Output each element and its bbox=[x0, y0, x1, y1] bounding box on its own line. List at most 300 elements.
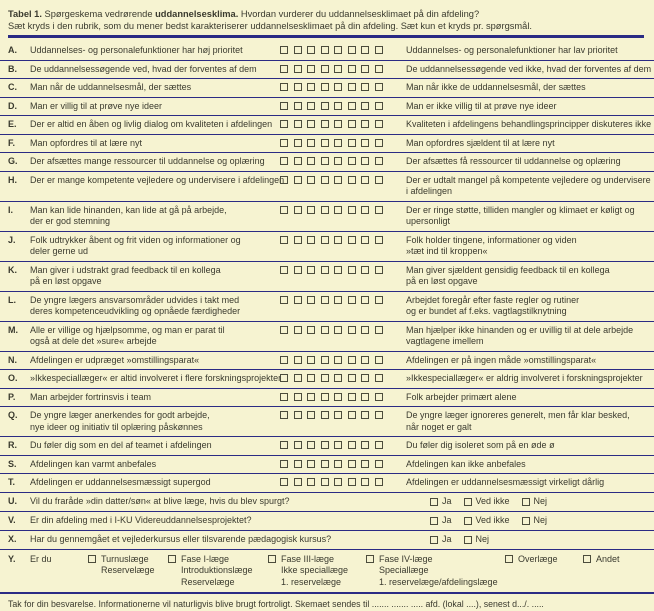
right-statement-line: Man når ikke de uddannelsesmål, der sættes bbox=[406, 82, 586, 92]
rating-checkbox-A-8[interactable] bbox=[375, 46, 383, 54]
question-letter: V. bbox=[8, 514, 16, 525]
rating-checkbox-I-2[interactable] bbox=[294, 206, 302, 214]
rating-checkbox-D-3[interactable] bbox=[307, 102, 315, 110]
left-statement bbox=[30, 265, 280, 288]
rating-checkbox-O-2[interactable] bbox=[294, 374, 302, 382]
rating-checkbox-E-1[interactable] bbox=[280, 120, 288, 128]
rating-checkbox-C-6[interactable] bbox=[348, 83, 356, 91]
rating-checkbox-S-7[interactable] bbox=[361, 460, 369, 468]
rating-checkbox-group bbox=[280, 325, 398, 334]
question-letter: H. bbox=[8, 174, 17, 185]
choice-checkbox-V-ja[interactable] bbox=[430, 517, 438, 525]
rating-checkbox-T-6[interactable] bbox=[348, 478, 356, 486]
rating-checkbox-T-1[interactable] bbox=[280, 478, 288, 486]
rating-checkbox-S-4[interactable] bbox=[321, 460, 329, 468]
rating-checkbox-E-7[interactable] bbox=[361, 120, 369, 128]
rating-checkbox-S-1[interactable] bbox=[280, 460, 288, 468]
right-statement-line: når noget er galt bbox=[406, 421, 472, 432]
rating-checkbox-I-5[interactable] bbox=[334, 206, 342, 214]
rating-checkbox-A-3[interactable] bbox=[307, 46, 315, 54]
rating-checkbox-D-1[interactable] bbox=[280, 102, 288, 110]
right-statement bbox=[398, 265, 646, 288]
left-statement bbox=[30, 477, 280, 489]
rating-checkbox-J-2[interactable] bbox=[294, 236, 302, 244]
right-statement bbox=[398, 119, 652, 131]
rating-checkbox-B-4[interactable] bbox=[321, 65, 329, 73]
choice-options bbox=[430, 534, 646, 546]
table-header bbox=[0, 6, 654, 42]
rating-checkbox-C-1[interactable] bbox=[280, 83, 288, 91]
question-row-K bbox=[0, 262, 654, 292]
rating-checkbox-Q-1[interactable] bbox=[280, 411, 288, 419]
right-statement-line: Afdelingen er på ingen måde »omstillingsparat« bbox=[406, 354, 597, 365]
rating-checkbox-H-5[interactable] bbox=[334, 176, 342, 184]
rating-checkbox-L-6[interactable] bbox=[348, 296, 356, 304]
rating-checkbox-I-4[interactable] bbox=[321, 206, 329, 214]
rating-checkbox-R-1[interactable] bbox=[280, 441, 288, 449]
left-statement-line: Du føler dig som en del af teamet i afdelingen bbox=[30, 440, 212, 450]
choice-checkbox-V-nej[interactable] bbox=[522, 517, 530, 525]
rating-checkbox-R-4[interactable] bbox=[321, 441, 329, 449]
rating-checkbox-F-5[interactable] bbox=[334, 139, 342, 147]
rating-checkbox-L-1[interactable] bbox=[280, 296, 288, 304]
left-statement-line: Man kan lide hinanden, kan lide at gå på arbejde, bbox=[30, 204, 227, 215]
rating-checkbox-I-1[interactable] bbox=[280, 206, 288, 214]
left-statement bbox=[30, 174, 285, 187]
rating-checkbox-N-1[interactable] bbox=[280, 356, 288, 364]
choice-checkbox-U-ja[interactable] bbox=[430, 498, 438, 506]
left-statement-line: Afdelingen kan varmt anbefales bbox=[30, 458, 157, 469]
choice-checkbox-U-nej[interactable] bbox=[522, 498, 530, 506]
left-statement-line: også at dele det »sure« arbejde bbox=[30, 336, 157, 346]
rating-checkbox-O-8[interactable] bbox=[375, 374, 383, 382]
rating-checkbox-E-3[interactable] bbox=[307, 120, 315, 128]
rating-checkbox-I-8[interactable] bbox=[375, 206, 383, 214]
question-row-P bbox=[0, 389, 654, 408]
rating-checkbox-Q-3[interactable] bbox=[307, 411, 315, 419]
rating-checkbox-I-3[interactable] bbox=[307, 206, 315, 214]
rating-checkbox-O-5[interactable] bbox=[334, 374, 342, 382]
rating-checkbox-M-3[interactable] bbox=[307, 326, 315, 334]
question-row-C bbox=[0, 79, 654, 98]
rating-checkbox-M-7[interactable] bbox=[361, 326, 369, 334]
question-row-B bbox=[0, 61, 654, 80]
role-option-first-overl-ge bbox=[505, 554, 583, 566]
rating-checkbox-T-5[interactable] bbox=[334, 478, 342, 486]
role-option-fase-iv-l-ge bbox=[366, 554, 505, 589]
rating-checkbox-Q-4[interactable] bbox=[321, 411, 329, 419]
right-statement bbox=[398, 392, 646, 404]
left-statement bbox=[30, 45, 280, 57]
rating-checkbox-H-4[interactable] bbox=[321, 176, 329, 184]
rating-checkbox-F-8[interactable] bbox=[375, 139, 383, 147]
rating-checkbox-N-7[interactable] bbox=[361, 356, 369, 364]
title-part1: Spørgeskema vedrørende bbox=[41, 9, 156, 19]
rating-checkbox-Q-8[interactable] bbox=[375, 411, 383, 419]
rating-checkbox-group bbox=[280, 64, 398, 73]
rating-checkbox-group bbox=[280, 101, 398, 110]
rating-checkbox-R-6[interactable] bbox=[348, 441, 356, 449]
rating-checkbox-H-7[interactable] bbox=[361, 176, 369, 184]
left-statement-line: nye ideer og initiativ til oplæring påskønnes bbox=[30, 421, 203, 432]
choice-option-X-ja bbox=[430, 534, 452, 546]
question-letter: U. bbox=[8, 495, 17, 506]
rating-checkbox-E-2[interactable] bbox=[294, 120, 302, 128]
rating-checkbox-T-7[interactable] bbox=[361, 478, 369, 486]
rating-checkbox-C-7[interactable] bbox=[361, 83, 369, 91]
rating-checkbox-group bbox=[280, 175, 398, 184]
rating-checkbox-E-5[interactable] bbox=[334, 120, 342, 128]
role-option-first-fase-iv-l-ge bbox=[366, 554, 505, 566]
rating-checkbox-Q-2[interactable] bbox=[294, 411, 302, 419]
rating-checkbox-N-8[interactable] bbox=[375, 356, 383, 364]
left-statement bbox=[30, 392, 280, 404]
rating-checkbox-E-4[interactable] bbox=[321, 120, 329, 128]
right-statement-line: Folk arbejder primært alene bbox=[406, 391, 517, 402]
rating-checkbox-B-3[interactable] bbox=[307, 65, 315, 73]
role-option-overl-ge bbox=[505, 554, 583, 566]
rating-checkbox-T-8[interactable] bbox=[375, 478, 383, 486]
left-statement-line: »Ikkespeciallæger« er altid involveret i flere forskningsprojekter bbox=[30, 373, 282, 383]
right-statement-line: på en løst opgave bbox=[406, 276, 478, 286]
rating-checkbox-F-7[interactable] bbox=[361, 139, 369, 147]
rating-checkbox-group bbox=[280, 119, 398, 128]
rating-checkbox-C-5[interactable] bbox=[334, 83, 342, 91]
rating-checkbox-D-6[interactable] bbox=[348, 102, 356, 110]
rating-checkbox-R-2[interactable] bbox=[294, 441, 302, 449]
question-letter: L. bbox=[8, 294, 16, 305]
right-statement-line: De uddannelsessøgende ved ikke, hvad der forventes af dem bbox=[406, 63, 652, 74]
choice-option-U-ja bbox=[430, 496, 452, 508]
right-statement-line: Der er ringe støtte, tilliden mangler og klimaet er køligt og bbox=[406, 204, 635, 215]
rating-checkbox-P-6[interactable] bbox=[348, 393, 356, 401]
question-letter: T. bbox=[8, 477, 16, 487]
rating-checkbox-D-8[interactable] bbox=[375, 102, 383, 110]
rating-checkbox-O-3[interactable] bbox=[307, 374, 315, 382]
rating-checkbox-B-7[interactable] bbox=[361, 65, 369, 73]
left-statement-line: Man når de uddannelsesmål, der sættes bbox=[30, 82, 192, 92]
rating-checkbox-B-1[interactable] bbox=[280, 65, 288, 73]
left-statement bbox=[30, 64, 280, 76]
question-letter: P. bbox=[8, 391, 16, 402]
question-row-I bbox=[0, 202, 654, 232]
rating-checkbox-A-5[interactable] bbox=[334, 46, 342, 54]
role-option-fase-iii-l-ge bbox=[268, 554, 366, 589]
rating-checkbox-R-3[interactable] bbox=[307, 441, 315, 449]
question-row-H bbox=[0, 172, 654, 202]
right-statement bbox=[398, 82, 646, 94]
rating-checkbox-J-7[interactable] bbox=[361, 236, 369, 244]
rating-checkbox-K-1[interactable] bbox=[280, 266, 288, 274]
rating-checkbox-group bbox=[280, 295, 398, 304]
left-statement-line: der er god stemning bbox=[30, 216, 111, 226]
rating-checkbox-H-8[interactable] bbox=[375, 176, 383, 184]
left-statement-line: Alle er villige og hjælpsomme, og man er parat til bbox=[30, 324, 225, 335]
right-statement bbox=[398, 459, 646, 471]
rating-checkbox-A-4[interactable] bbox=[321, 46, 329, 54]
question-row-L bbox=[0, 292, 654, 322]
role-sublabel-fase-iii-l-ge: 1. reservelæge bbox=[281, 576, 342, 587]
rating-checkbox-G-5[interactable] bbox=[334, 157, 342, 165]
rating-checkbox-A-6[interactable] bbox=[348, 46, 356, 54]
rating-checkbox-I-7[interactable] bbox=[361, 206, 369, 214]
rating-checkbox-group bbox=[280, 373, 398, 382]
left-statement bbox=[30, 355, 280, 367]
question-text: Har du gennemgået et vejlederkursus eller tilsvarende pædagogisk kursus? bbox=[30, 533, 332, 544]
rating-checkbox-D-7[interactable] bbox=[361, 102, 369, 110]
right-statement-line: Man opfordres sjældent til at lære nyt bbox=[406, 137, 555, 148]
rating-checkbox-K-7[interactable] bbox=[361, 266, 369, 274]
right-statement-line: vagtlagene imellem bbox=[406, 336, 484, 346]
rating-checkbox-group bbox=[280, 45, 398, 54]
rating-checkbox-B-5[interactable] bbox=[334, 65, 342, 73]
right-statement bbox=[398, 174, 651, 198]
rating-checkbox-P-5[interactable] bbox=[334, 393, 342, 401]
rating-checkbox-S-3[interactable] bbox=[307, 460, 315, 468]
table-label: Tabel 1. bbox=[8, 9, 42, 19]
rating-checkbox-N-6[interactable] bbox=[348, 356, 356, 364]
rating-checkbox-H-2[interactable] bbox=[294, 176, 302, 184]
rating-checkbox-T-3[interactable] bbox=[307, 478, 315, 486]
role-option-first-andet bbox=[583, 554, 633, 566]
question-letter: C. bbox=[8, 82, 17, 92]
rating-checkbox-Q-5[interactable] bbox=[334, 411, 342, 419]
rating-checkbox-F-1[interactable] bbox=[280, 139, 288, 147]
rating-checkbox-G-7[interactable] bbox=[361, 157, 369, 165]
role-label-andet: Andet bbox=[596, 553, 620, 564]
role-option-fase-i-l-ge bbox=[168, 554, 268, 589]
rating-checkbox-C-8[interactable] bbox=[375, 83, 383, 91]
rating-checkbox-E-8[interactable] bbox=[375, 120, 383, 128]
role-checkbox-turnusl-ge[interactable] bbox=[88, 555, 96, 563]
rating-checkbox-group bbox=[280, 235, 398, 244]
rating-checkbox-J-4[interactable] bbox=[321, 236, 329, 244]
role-checkbox-fase-iv-l-ge[interactable] bbox=[366, 555, 374, 563]
question-row-N bbox=[0, 352, 654, 371]
rating-checkbox-group bbox=[280, 440, 398, 449]
rating-checkbox-H-3[interactable] bbox=[307, 176, 315, 184]
left-statement-line: De yngre læger anerkendes for godt arbejde, bbox=[30, 410, 210, 420]
rating-checkbox-C-4[interactable] bbox=[321, 83, 329, 91]
rating-checkbox-A-2[interactable] bbox=[294, 46, 302, 54]
title-emphasis: uddannelsesklima. bbox=[155, 9, 239, 19]
rating-checkbox-Q-6[interactable] bbox=[348, 411, 356, 419]
rating-checkbox-L-4[interactable] bbox=[321, 296, 329, 304]
role-checkbox-overl-ge[interactable] bbox=[505, 555, 513, 563]
choice-checkbox-V-ved-ikke[interactable] bbox=[464, 517, 472, 525]
rating-checkbox-O-7[interactable] bbox=[361, 374, 369, 382]
rating-checkbox-group bbox=[280, 138, 398, 147]
choice-label-V-ja: Ja bbox=[442, 515, 452, 525]
left-statement-line: på en løst opgave bbox=[30, 276, 102, 286]
choice-option-U-nej bbox=[522, 496, 548, 508]
question-letter: K. bbox=[8, 264, 17, 275]
rating-checkbox-K-2[interactable] bbox=[294, 266, 302, 274]
rating-checkbox-N-2[interactable] bbox=[294, 356, 302, 364]
left-statement bbox=[30, 295, 280, 318]
rating-checkbox-H-1[interactable] bbox=[280, 176, 288, 184]
right-statement-line: Man hjælper ikke hinanden og er uvillig til at dele arbejde bbox=[406, 324, 634, 335]
rating-checkbox-Q-7[interactable] bbox=[361, 411, 369, 419]
question-row-X bbox=[0, 531, 654, 550]
rating-checkbox-P-7[interactable] bbox=[361, 393, 369, 401]
rating-checkbox-J-3[interactable] bbox=[307, 236, 315, 244]
rating-checkbox-K-8[interactable] bbox=[375, 266, 383, 274]
question-row-D bbox=[0, 98, 654, 117]
rating-checkbox-B-2[interactable] bbox=[294, 65, 302, 73]
rating-checkbox-J-1[interactable] bbox=[280, 236, 288, 244]
rating-checkbox-J-6[interactable] bbox=[348, 236, 356, 244]
rating-checkbox-N-3[interactable] bbox=[307, 356, 315, 364]
rating-checkbox-J-8[interactable] bbox=[375, 236, 383, 244]
rating-checkbox-A-7[interactable] bbox=[361, 46, 369, 54]
choice-checkbox-X-nej[interactable] bbox=[464, 536, 472, 544]
rating-checkbox-H-6[interactable] bbox=[348, 176, 356, 184]
rating-checkbox-D-2[interactable] bbox=[294, 102, 302, 110]
question-letter: X. bbox=[8, 533, 17, 544]
rating-checkbox-D-4[interactable] bbox=[321, 102, 329, 110]
rating-checkbox-G-6[interactable] bbox=[348, 157, 356, 165]
choice-question-rows bbox=[0, 493, 654, 550]
rating-checkbox-P-4[interactable] bbox=[321, 393, 329, 401]
rating-checkbox-B-6[interactable] bbox=[348, 65, 356, 73]
rating-checkbox-F-6[interactable] bbox=[348, 139, 356, 147]
right-statement bbox=[398, 325, 646, 348]
rating-checkbox-E-6[interactable] bbox=[348, 120, 356, 128]
rating-checkbox-S-8[interactable] bbox=[375, 460, 383, 468]
rating-checkbox-F-4[interactable] bbox=[321, 139, 329, 147]
rating-checkbox-O-6[interactable] bbox=[348, 374, 356, 382]
right-statement-line: »tæt ind til kroppen« bbox=[406, 246, 488, 256]
role-label-fase-iii-l-ge: Fase III-læge bbox=[281, 553, 335, 564]
role-checkbox-andet[interactable] bbox=[583, 555, 591, 563]
question-letter: M. bbox=[8, 324, 18, 335]
left-statement-line: Der afsættes mange ressourcer til uddannelse og oplæring bbox=[30, 156, 265, 166]
table-title bbox=[8, 8, 644, 20]
right-statement-line: Du føler dig isoleret som på en øde ø bbox=[406, 440, 555, 450]
rating-checkbox-K-5[interactable] bbox=[334, 266, 342, 274]
rating-checkbox-G-8[interactable] bbox=[375, 157, 383, 165]
rating-checkbox-M-4[interactable] bbox=[321, 326, 329, 334]
rating-checkbox-group bbox=[280, 156, 398, 165]
left-statement bbox=[30, 205, 280, 228]
rating-checkbox-S-2[interactable] bbox=[294, 460, 302, 468]
rating-checkbox-L-7[interactable] bbox=[361, 296, 369, 304]
rating-checkbox-P-2[interactable] bbox=[294, 393, 302, 401]
rating-checkbox-I-6[interactable] bbox=[348, 206, 356, 214]
role-checkbox-fase-i-l-ge[interactable] bbox=[168, 555, 176, 563]
rating-checkbox-K-6[interactable] bbox=[348, 266, 356, 274]
right-statement bbox=[398, 355, 646, 367]
rating-checkbox-R-7[interactable] bbox=[361, 441, 369, 449]
role-label-turnusl-ge: Turnuslæge bbox=[101, 553, 149, 564]
question-row-Y bbox=[0, 550, 654, 595]
rating-checkbox-T-2[interactable] bbox=[294, 478, 302, 486]
role-option-andet bbox=[583, 554, 633, 566]
question-row-R bbox=[0, 437, 654, 456]
left-statement bbox=[30, 235, 280, 258]
rating-checkbox-F-2[interactable] bbox=[294, 139, 302, 147]
left-statement bbox=[30, 119, 280, 131]
rating-checkbox-F-3[interactable] bbox=[307, 139, 315, 147]
rating-checkbox-L-8[interactable] bbox=[375, 296, 383, 304]
question-text: Vil du fraråde »din datter/søn« at blive læge, hvis du blev spurgt? bbox=[30, 495, 290, 506]
rating-checkbox-T-4[interactable] bbox=[321, 478, 329, 486]
rating-checkbox-C-3[interactable] bbox=[307, 83, 315, 91]
rating-checkbox-K-4[interactable] bbox=[321, 266, 329, 274]
rating-checkbox-N-5[interactable] bbox=[334, 356, 342, 364]
rating-checkbox-B-8[interactable] bbox=[375, 65, 383, 73]
choice-options bbox=[430, 515, 646, 527]
question-letter: O. bbox=[8, 373, 18, 383]
rating-checkbox-P-8[interactable] bbox=[375, 393, 383, 401]
choice-checkbox-X-ja[interactable] bbox=[430, 536, 438, 544]
rating-checkbox-L-5[interactable] bbox=[334, 296, 342, 304]
rating-checkbox-group bbox=[280, 392, 398, 401]
left-statement bbox=[30, 410, 280, 433]
question-letter: R. bbox=[8, 440, 17, 450]
rating-checkbox-L-2[interactable] bbox=[294, 296, 302, 304]
right-statement-line: upersonligt bbox=[406, 216, 451, 226]
rating-checkbox-C-2[interactable] bbox=[294, 83, 302, 91]
rating-checkbox-M-6[interactable] bbox=[348, 326, 356, 334]
rating-checkbox-J-5[interactable] bbox=[334, 236, 342, 244]
question-letter: S. bbox=[8, 458, 17, 469]
rating-checkbox-G-4[interactable] bbox=[321, 157, 329, 165]
choice-options bbox=[430, 496, 646, 508]
rating-checkbox-R-8[interactable] bbox=[375, 441, 383, 449]
rating-checkbox-K-3[interactable] bbox=[307, 266, 315, 274]
rating-checkbox-M-8[interactable] bbox=[375, 326, 383, 334]
rating-checkbox-M-1[interactable] bbox=[280, 326, 288, 334]
rating-checkbox-G-3[interactable] bbox=[307, 157, 315, 165]
header-rule bbox=[8, 35, 644, 38]
rating-checkbox-A-1[interactable] bbox=[280, 46, 288, 54]
right-statement-line: Der afsættes få ressourcer til uddannelse og oplæring bbox=[406, 156, 621, 166]
left-statement bbox=[30, 101, 280, 113]
role-checkbox-fase-iii-l-ge[interactable] bbox=[268, 555, 276, 563]
question-letter: Y. bbox=[8, 553, 16, 564]
right-statement bbox=[398, 205, 646, 228]
rating-checkbox-L-3[interactable] bbox=[307, 296, 315, 304]
rating-checkbox-R-5[interactable] bbox=[334, 441, 342, 449]
right-statement bbox=[398, 295, 646, 318]
rating-checkbox-P-3[interactable] bbox=[307, 393, 315, 401]
left-statement bbox=[30, 440, 280, 452]
choice-checkbox-U-ved-ikke[interactable] bbox=[464, 498, 472, 506]
rating-checkbox-O-1[interactable] bbox=[280, 374, 288, 382]
rating-checkbox-G-1[interactable] bbox=[280, 157, 288, 165]
rating-checkbox-P-1[interactable] bbox=[280, 393, 288, 401]
rating-checkbox-S-6[interactable] bbox=[348, 460, 356, 468]
role-question-row bbox=[0, 550, 654, 595]
rating-checkbox-group bbox=[280, 355, 398, 364]
question-letter: Q. bbox=[8, 410, 18, 420]
left-statement bbox=[30, 82, 280, 94]
footer-note: Tak for din besvarelse. Informationerne vil naturligvis blive brugt fortroligt. Skemaet sendes til ....... ....... ..... afd. (lokal ....), senest d.../. ..... bbox=[8, 599, 544, 609]
rating-checkbox-S-5[interactable] bbox=[334, 460, 342, 468]
question-text: Er du bbox=[30, 553, 52, 564]
rating-checkbox-O-4[interactable] bbox=[321, 374, 329, 382]
rating-checkbox-M-5[interactable] bbox=[334, 326, 342, 334]
rating-checkbox-M-2[interactable] bbox=[294, 326, 302, 334]
rating-checkbox-D-5[interactable] bbox=[334, 102, 342, 110]
rating-checkbox-N-4[interactable] bbox=[321, 356, 329, 364]
rating-checkbox-G-2[interactable] bbox=[294, 157, 302, 165]
choice-option-V-ja bbox=[430, 515, 452, 527]
role-label-fase-i-l-ge: Fase I-læge bbox=[181, 553, 230, 564]
question-row-E bbox=[0, 116, 654, 135]
